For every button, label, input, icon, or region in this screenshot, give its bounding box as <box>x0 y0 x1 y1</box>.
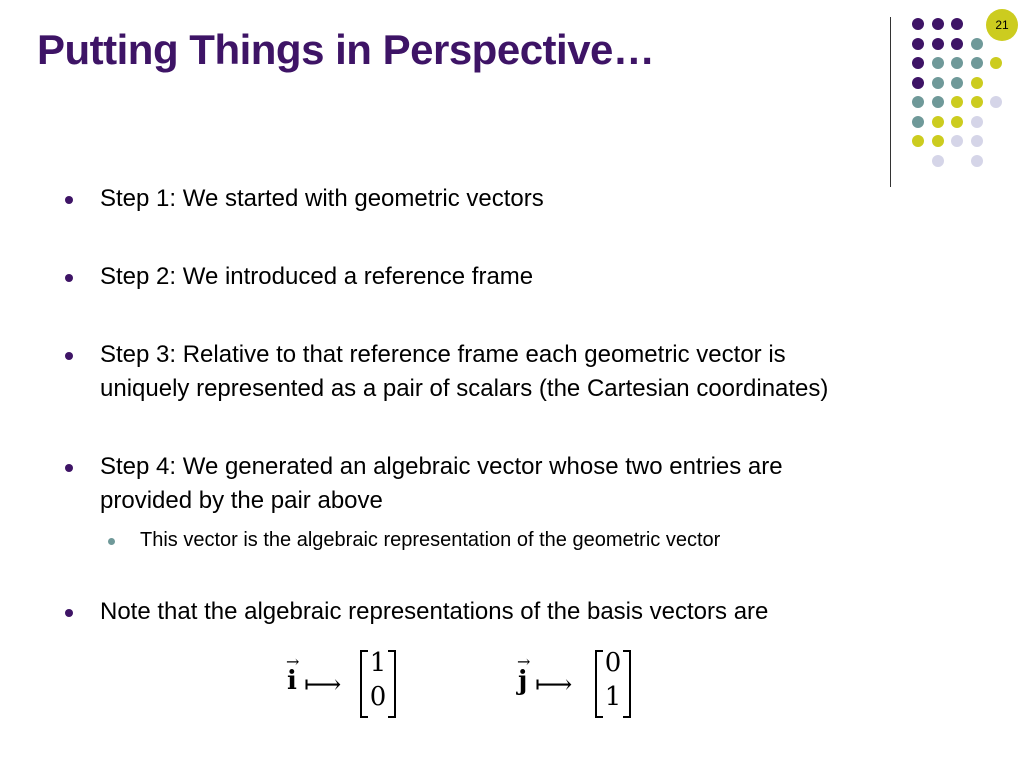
matrix-entry: 1 <box>369 648 387 678</box>
slide-title: Putting Things in Perspective… <box>37 26 655 73</box>
bullet-text: Step 2: We introduced a reference frame <box>100 263 534 290</box>
mapsto-arrow-icon: ⟼ <box>535 670 573 700</box>
bullet-text: Step 4: We generated an algebraic vector whose two entries are <box>100 453 783 480</box>
matrix-entry: 0 <box>604 648 622 678</box>
sub-bullet-item <box>140 526 980 554</box>
bullet-dot-icon <box>65 609 73 617</box>
vector-arrow-icon: → <box>517 652 531 671</box>
bullet-item <box>100 182 980 216</box>
equation-basis-i <box>284 648 404 720</box>
bullet-text: Step 1: We started with geometric vectors <box>100 185 544 212</box>
sub-bullet-dot-icon <box>108 538 115 545</box>
bullet-item <box>100 450 980 518</box>
bullet-dot-icon <box>65 274 73 282</box>
sub-bullet-text: This vector is the algebraic representation of the geometric vector <box>140 529 721 551</box>
bullet-dot-icon <box>65 464 73 472</box>
vector-symbol: i <box>287 666 297 696</box>
matrix-entry: 0 <box>369 682 387 712</box>
right-bracket <box>388 650 396 718</box>
vector-symbol: j <box>518 666 528 696</box>
bullet-item <box>100 338 980 406</box>
bullet-item <box>100 595 980 629</box>
bullet-text: provided by the pair above <box>100 487 383 514</box>
bullet-item <box>100 260 980 294</box>
bullet-text: uniquely represented as a pair of scalars (the Cartesian coordinates) <box>100 375 829 402</box>
bullet-dot-icon <box>65 352 73 360</box>
bullet-text: Step 3: Relative to that reference frame each geometric vector is <box>100 341 786 368</box>
left-bracket <box>595 650 603 718</box>
bullet-text: Note that the algebraic representations of the basis vectors are <box>100 598 769 625</box>
equation-basis-j <box>515 648 635 720</box>
column-matrix <box>360 650 400 718</box>
right-bracket <box>623 650 631 718</box>
matrix-entry: 1 <box>604 682 622 712</box>
left-bracket <box>360 650 368 718</box>
page-number: 21 <box>995 18 1009 32</box>
column-matrix <box>595 650 635 718</box>
vector-arrow-icon: → <box>286 652 300 671</box>
bullet-dot-icon <box>65 196 73 204</box>
mapsto-arrow-icon: ⟼ <box>304 670 342 700</box>
